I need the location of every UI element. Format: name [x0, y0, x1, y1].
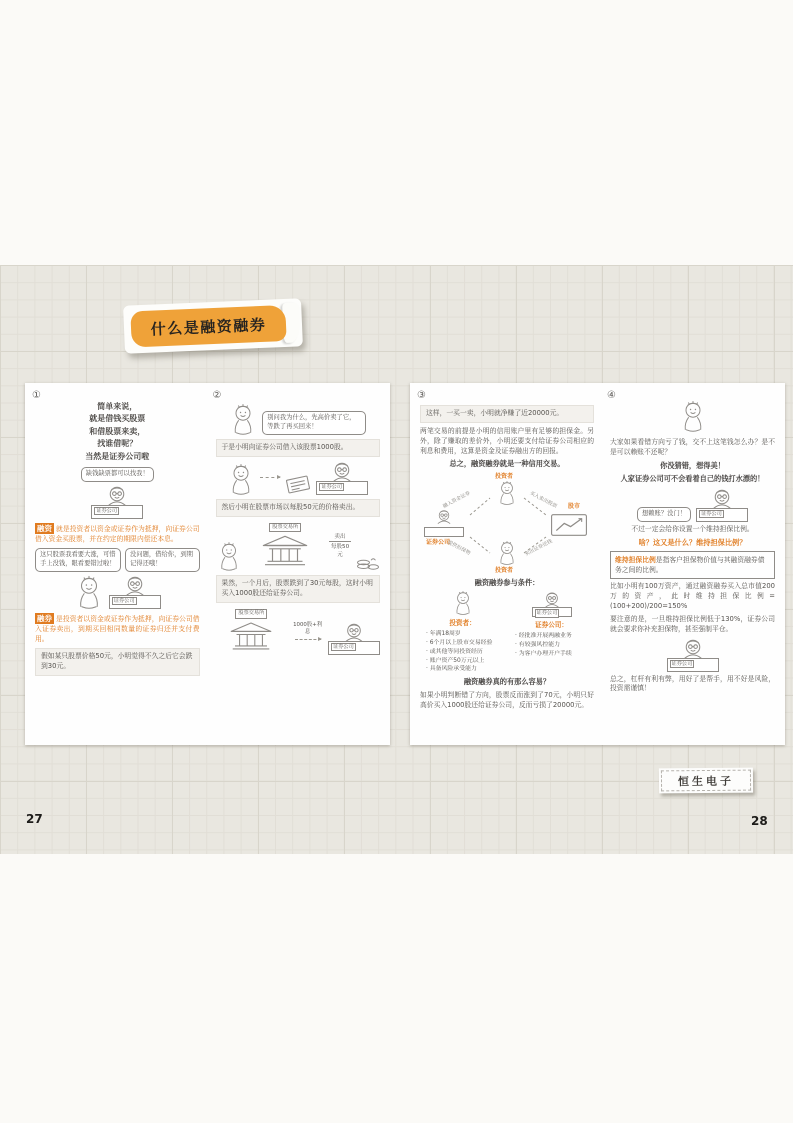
- edge-label-top-left: 融入资金证券: [442, 490, 472, 510]
- clerk-warning-illustration: [610, 638, 775, 672]
- securities-desk: [532, 591, 572, 617]
- intro-line: 就是借钱买股票: [89, 414, 146, 424]
- clerk-figure-icon: [678, 638, 708, 659]
- worried-investor-figure-icon: [679, 401, 707, 432]
- investor-speech-bubble: 这只股票我看要大涨，可惜手上没钱，眼看要错过啦！: [35, 548, 121, 572]
- conditions-title: 融资融券参与条件：: [474, 577, 540, 587]
- desk-sign: 证券公司: [333, 643, 354, 650]
- securities-desk: [696, 488, 748, 522]
- panel-4-bold-line-1: 你没猜错，想得美！: [660, 460, 725, 470]
- investor-figure-icon: [496, 541, 518, 565]
- sell-at-exchange-illustration: [216, 521, 381, 572]
- desk-front: [109, 595, 161, 609]
- sell-price-line-2: 每股50元: [329, 541, 351, 559]
- clerk-figure-icon: [540, 591, 564, 608]
- page-title: 什么是融资融券: [150, 315, 267, 339]
- dashed-arrow-icon: [295, 639, 321, 640]
- panel-4-warning: 要注意的是，一旦维持担保比例低于130%，证券公司就会要求你补充担保物，甚至强制平仓。: [610, 614, 775, 633]
- clerk-refuse-bubble: 想赖账？没门！: [637, 507, 691, 522]
- desk-sign: 证券公司: [113, 597, 135, 604]
- publisher-badge: [659, 768, 753, 794]
- panel-4-bold-line-2: 人家证券公司可不会看着自己的钱打水漂的！: [620, 474, 765, 484]
- xiaoming-talking-illustration: [216, 404, 381, 435]
- comic-panel-4: [606, 388, 779, 740]
- rongquan-term: 融券: [37, 613, 52, 623]
- question-title: 融资融券真的有那么容易？: [463, 677, 551, 687]
- desk-sign: 证券公司: [96, 507, 118, 514]
- panel-2-number: ②: [212, 390, 222, 401]
- mini-desk: [424, 527, 464, 537]
- title-sticker: [123, 298, 303, 353]
- edge-label-top-right: 买入卖出股票: [528, 490, 558, 510]
- clerk-figure-icon: [707, 488, 737, 509]
- clerk-refusing-illustration: [610, 488, 775, 522]
- conditions-columns: [420, 591, 594, 674]
- question-paragraph: 如果小明判断错了方向，股票反而涨到了70元，小明只好高价买入1000股还给证券公司，反而亏损了20000元。: [420, 690, 594, 709]
- investor-figure-icon: [496, 481, 518, 505]
- desk-sign: 证券公司: [321, 483, 343, 490]
- desk-front: [667, 658, 719, 672]
- return-shares-illustration: [216, 607, 381, 655]
- panel-3-number: ③: [417, 390, 426, 401]
- desk-front: [532, 607, 572, 617]
- panel-4-example: 比如小明有100万资产，通过融资融券买入总市值200万的资产，此时维持担保比例=(100+200)/200=150%: [610, 582, 775, 611]
- desk-sign: 证券公司: [536, 610, 558, 617]
- stock-exchange: [247, 521, 325, 572]
- right-page-number: 28: [751, 814, 768, 828]
- diagram-right-label: 股市: [568, 502, 581, 510]
- panel-4-final-line: 总之，杠杆有利有弊，用好了是帮手，用不好是风险，投资需谨慎！: [610, 674, 775, 693]
- investor-and-clerk-illustration: [35, 575, 200, 609]
- bullet-item: · 或其他等同投资经历: [426, 648, 505, 657]
- bullet-item: · 年满18周岁: [426, 630, 505, 639]
- panel-3-result-box: 这样，一买一卖，小明就净赚了近20000元。: [420, 405, 594, 423]
- panel-1-note-box: 假如某只股票价格50元，小明觉得不久之后它会跌到30元。: [35, 648, 200, 676]
- desk-front: [91, 505, 143, 519]
- borrow-shares-illustration: [216, 461, 381, 495]
- credit-trade-diagram: [420, 473, 594, 575]
- clerk-figure-icon: [327, 461, 357, 482]
- clerk-figure-icon: [433, 509, 455, 524]
- return-flow-label: [292, 622, 323, 641]
- clerk-speech-bubble-2: 没问题，借给你，到期记得还哦！: [125, 548, 200, 572]
- clerk-figure-icon: [340, 622, 368, 642]
- bullet-item: · 6个月以上股市交易经验: [426, 639, 505, 648]
- investor-bullet-list: [420, 630, 505, 674]
- investor-conditions: [420, 591, 505, 674]
- xiaoming-figure-icon: [229, 404, 257, 435]
- rongzi-term: 融资: [37, 523, 52, 533]
- panel-4-paragraph-1: 大家如果看错方向亏了钱，交不上这笔钱怎么办？是不是可以赖账不还呢？: [610, 438, 775, 456]
- xiaoming-figure-icon: [216, 542, 242, 571]
- desk-front: [316, 481, 368, 495]
- panel-3-paragraph: 两笔交易的前提是小明的信用账户里有足够的担保金。另外，除了赚取的差价外，小明还要支付给证券公司相应的利息和费用，这算是资金及证券融出方的回报。: [420, 426, 594, 455]
- left-page-number: 27: [26, 812, 43, 826]
- securities-desk: [91, 485, 143, 519]
- stock-certificate-icon: [285, 474, 311, 495]
- rongzi-definition: [35, 523, 200, 544]
- publisher-badge-text: 恒生电子: [661, 770, 751, 792]
- bullet-item: · 账户资产50万元以上: [426, 657, 505, 666]
- dialog-bubbles: [35, 548, 200, 572]
- clerk-speech-bubble: 缺钱缺票都可以找我！: [81, 467, 154, 482]
- clerk-figure-icon: [120, 575, 150, 596]
- exchange-sign: 股票交易所: [269, 523, 301, 533]
- investor-label: 投资者：: [449, 619, 476, 628]
- diagram-broker-node: [422, 509, 466, 537]
- securities-desk: [316, 461, 368, 495]
- investor-figure-icon: [452, 591, 474, 615]
- desk-sign: 证券公司: [701, 510, 722, 517]
- panel-2-step-2-box: 然后小明在股票市场以每股50元的价格卖出。: [216, 499, 381, 517]
- rongquan-definition: [35, 613, 200, 645]
- panel-1-intro: [35, 401, 200, 463]
- broker-conditions: [509, 591, 594, 674]
- panel-4-ratio-line: 不过一定会给你设置一个维持担保比例。: [631, 524, 754, 533]
- desk-front: [696, 508, 748, 522]
- diagram-left-label: 证券公司: [426, 538, 451, 546]
- stock-exchange: [216, 607, 288, 655]
- exchange-sign: 股票交易所: [235, 609, 267, 619]
- comic-page-left: [25, 383, 390, 745]
- bullet-item: · 具备风险承受能力: [426, 665, 505, 674]
- rongquan-definition-text: 是投资者以资金或证券作为抵押，向证券公司借入证券卖出，到期买回相同数量的证券归还并支付费用。: [35, 614, 200, 644]
- sticker-orange-label: [130, 305, 286, 347]
- intro-line: 简单来说，: [97, 402, 138, 411]
- edge-label-bottom-left: 提供担保物: [446, 539, 472, 557]
- panel-4-number: ④: [607, 390, 616, 401]
- panel-2-step-3-box: 果然，一个月后，股票跌到了30元每股，这时小明买入1000股还给证券公司。: [216, 575, 381, 603]
- intro-line: 和借股票来卖，: [89, 426, 146, 436]
- bullet-item: · 有较强风控能力: [515, 641, 594, 650]
- intro-line: 当然是证券公司啦: [85, 451, 150, 461]
- comic-panel-3: [416, 388, 598, 740]
- comic-panel-2: [212, 388, 385, 740]
- clerk-at-desk-illustration: [35, 485, 200, 519]
- intro-line: 找谁借呢？: [97, 439, 138, 449]
- panel-4-question: 啥？这又是什么？维持担保比例？: [638, 537, 747, 547]
- bullet-item: · 为客户办理开户手续: [515, 650, 594, 659]
- desk-front: [328, 641, 380, 655]
- securities-desk: [328, 622, 380, 655]
- sell-price-line-1: 卖出: [334, 533, 346, 540]
- broker-bullet-list: [509, 632, 594, 659]
- comic-page-right: [410, 383, 785, 745]
- xiaoming-speech-bubble: 别问我为什么，先高价卖了它，等跌了再买回来！: [262, 411, 366, 435]
- securities-desk: [667, 638, 719, 672]
- securities-desk: [109, 575, 161, 609]
- sell-price-label: [329, 533, 351, 559]
- desk-sign: 证券公司: [671, 660, 693, 667]
- exchange-building-icon: [260, 533, 310, 568]
- broker-label: 证券公司：: [535, 621, 568, 630]
- xiaoming-figure-icon: [74, 576, 104, 609]
- clerk-figure-icon: [102, 485, 132, 506]
- maintenance-ratio-definition-box: [610, 551, 775, 579]
- panel-3-summary: 总之，融资融券就是一种信用交易。: [449, 459, 565, 469]
- exchange-building-icon: [228, 620, 274, 652]
- diagram-bottom-label: 投资者: [495, 566, 514, 574]
- dashed-arrow-icon: [260, 477, 280, 478]
- maintenance-ratio-text: 是指客户担保物价值与其融资融券债务之间的比例。: [615, 555, 765, 575]
- bullet-item: · 经批准开展两融业务: [515, 632, 594, 641]
- rongzi-definition-text: 就是投资者以资金或证券作为抵押，向证券公司借入资金买股票，并在约定的期限内偿还本息。: [35, 524, 200, 544]
- xiaoming-figure-icon: [227, 464, 255, 495]
- diagram-top-label: 投资者: [495, 472, 514, 480]
- maintenance-ratio-term: 维持担保比例: [615, 555, 656, 564]
- price-chart-icon: [550, 513, 588, 537]
- edge-label-bottom-right: 卖出证券还钱: [524, 538, 554, 558]
- coins-icon: [356, 551, 380, 571]
- panel-2-step-1-box: 于是小明向证券公司借入该股票1000股。: [216, 439, 381, 457]
- return-label-text: 1000股+利息: [293, 621, 323, 636]
- panel-1-number: ①: [32, 390, 41, 401]
- comic-panel-1: [31, 388, 204, 740]
